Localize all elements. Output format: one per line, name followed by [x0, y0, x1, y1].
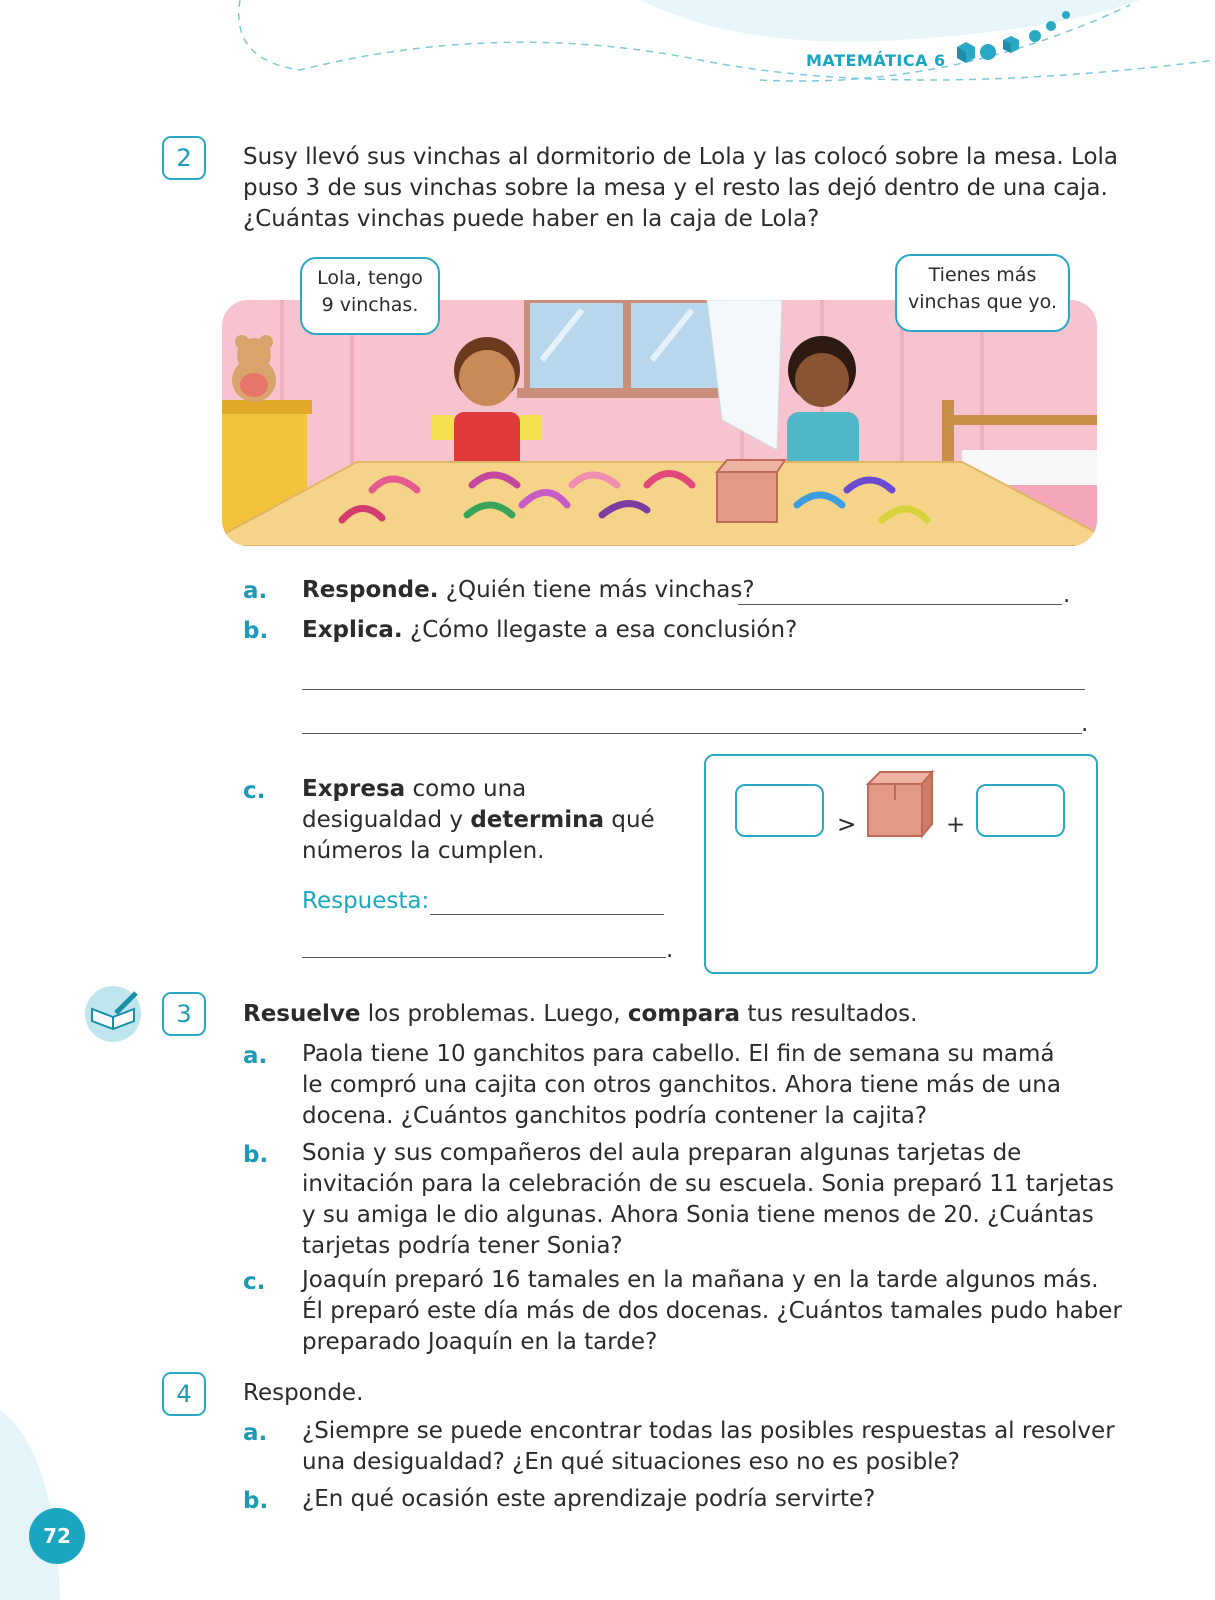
- bedroom-illustration: [222, 300, 1097, 546]
- corner-decoration: [0, 1410, 70, 1600]
- greater-than-sign: >: [837, 812, 857, 838]
- problem-4b: ¿En qué ocasión este aprendizaje podría servirte?: [302, 1486, 876, 1512]
- answer-line[interactable]: [430, 914, 664, 915]
- item-letter: b.: [243, 1142, 269, 1168]
- respuesta-label: Respuesta:: [302, 888, 430, 914]
- speech-bubble-right: Tienes más vinchas que yo.: [895, 254, 1070, 332]
- plus-sign: +: [946, 812, 966, 838]
- item-letter: c.: [243, 1269, 266, 1295]
- blank-box-left[interactable]: [735, 784, 824, 837]
- answer-line[interactable]: [302, 689, 1085, 690]
- item-letter: a.: [243, 1043, 268, 1069]
- answer-line[interactable]: [302, 733, 1082, 734]
- problem-number-2: 2: [162, 136, 206, 180]
- sphere-icon: [1046, 21, 1056, 31]
- question-b: Explica. ¿Cómo llegaste a esa conclusión?: [302, 617, 798, 643]
- problem-2-statement: Susy llevó sus vinchas al dormitorio de Lola y las colocó sobre la mesa. Lola puso 3 de sus vinchas sobre la mesa y el resto las dejó dentro de una caja. ¿Cuántas vinchas puede haber en la caja de Lola?: [243, 144, 1119, 232]
- speech-bubble-left: Lola, tengo 9 vinchas.: [300, 257, 440, 335]
- problem-4-title: Responde.: [243, 1380, 364, 1406]
- cube-icon: [1003, 36, 1019, 53]
- question-c: Expresa como una desigualdad y determina qué números la cumplen.: [302, 776, 655, 864]
- sphere-icon: [980, 44, 996, 60]
- item-letter: b.: [243, 618, 269, 644]
- book-title: MATEMÁTICA 6: [806, 51, 946, 70]
- problem-3a: Paola tiene 10 ganchitos para cabello. El fin de semana su mamá le compró una cajita con otros ganchitos. Ahora tiene más de una docena. ¿Cuántos ganchitos podría contener la cajita?: [302, 1041, 1061, 1129]
- item-letter: b.: [243, 1488, 269, 1514]
- item-letter: a.: [243, 578, 268, 604]
- notebook-pencil-icon: [80, 985, 146, 1043]
- problem-3c: Joaquín preparó 16 tamales en la mañana y en la tarde algunos más. Él preparó este día más de dos docenas. ¿Cuántos tamales pudo haber preparado Joaquín en la tarde?: [302, 1267, 1122, 1355]
- cube-icon: [957, 42, 975, 63]
- problem-number-4: 4: [162, 1372, 206, 1416]
- problem-number-3: 3: [162, 992, 206, 1036]
- problem-4a: ¿Siempre se puede encontrar todas las posibles respuestas al resolver una desigualdad? ¿En qué situaciones eso no es posible?: [302, 1418, 1115, 1475]
- problem-3b: Sonia y sus compañeros del aula preparan algunas tarjetas de invitación para la celebración de su escuela. Sonia preparó 11 tarjetas y su amiga le dio algunas. Ahora Sonia tiene menos de 20. ¿Cuántas tarjetas podría tener Sonia?: [302, 1140, 1115, 1259]
- page-number: 72: [29, 1508, 85, 1564]
- item-letter: a.: [243, 1420, 268, 1446]
- sphere-icon: [1062, 11, 1070, 19]
- problem-3-intro: Resuelve los problemas. Luego, compara tus resultados.: [243, 1001, 918, 1027]
- item-letter: c.: [243, 778, 266, 804]
- header-decoration: [0, 0, 1215, 110]
- blank-box-right[interactable]: [976, 784, 1065, 837]
- question-a: Responde. ¿Quién tiene más vinchas?: [302, 577, 755, 603]
- sphere-icon: [1029, 30, 1041, 42]
- answer-line[interactable]: [738, 604, 1062, 605]
- answer-line[interactable]: [302, 957, 666, 958]
- box-icon: [866, 770, 934, 840]
